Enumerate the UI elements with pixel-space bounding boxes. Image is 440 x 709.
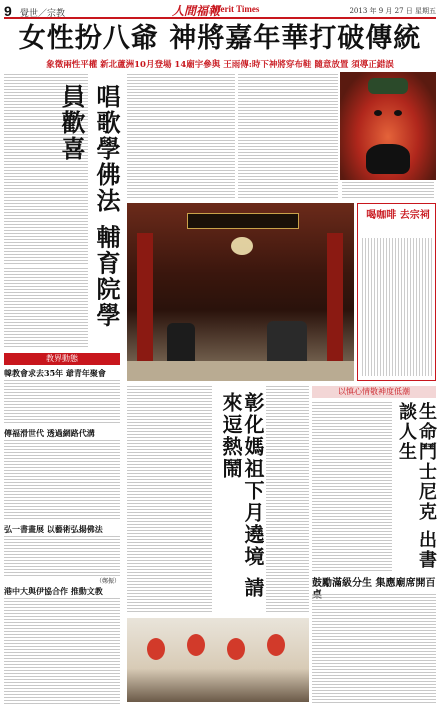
ancestral-hall-photo (127, 203, 354, 381)
section-name: 覺世／宗教 (20, 9, 66, 19)
article-text (4, 440, 120, 520)
article-text (238, 74, 338, 200)
education-item-headline: 弘一書畫展 以藝術弘揚佛法 (4, 524, 103, 534)
story-headline-singing: 唱歌學佛法 輔育院學員歡喜 (57, 84, 121, 329)
article-text (266, 386, 309, 614)
article-text (312, 402, 392, 572)
education-news-tag: 教界動態 (4, 353, 120, 365)
article-text (362, 238, 432, 376)
article-text (4, 598, 120, 704)
article-text (4, 268, 88, 348)
story-headline-mazu: 彰化媽祖下月遶境 請來逗熱鬧 (219, 392, 265, 599)
education-item-headline: 港中大與伊協合作 推動文教 (4, 586, 103, 596)
main-headline: 女性扮八爺 神將嘉年華打破傳統 (18, 23, 422, 54)
article-text (312, 594, 436, 704)
page-number: 9 (4, 3, 12, 19)
byline: （鄭振） (95, 578, 120, 585)
story-headline-life: 生命鬥士尼克 出書談人生 (396, 402, 437, 571)
caring-section-tag: 以慎心情敬神度低潮 (312, 386, 436, 398)
story-headline-coffee: 喝咖啡 去宗祠 (366, 210, 430, 221)
newspaper-logo-en: Merit Times (212, 4, 260, 14)
deity-mask-photo (340, 72, 436, 180)
story-headline-temple: 鼓勵滿級分生 集應廟席開百 (312, 578, 436, 589)
article-text (127, 386, 212, 614)
masthead (4, 3, 436, 19)
photo-caption (342, 182, 434, 198)
article-text (4, 380, 120, 424)
newspaper-logo: 人間福報 (172, 4, 221, 18)
article-text (127, 74, 235, 200)
issue-date: 2013 年 9 月 27 日 星期五 (349, 7, 436, 15)
education-item-headline: 傳福滑世代 透過網路代溝 (4, 428, 95, 438)
coffee-story (357, 203, 436, 381)
temple-lanterns-photo (127, 618, 309, 702)
article-text (4, 536, 120, 576)
education-item-headline: 韓教會求去35年 爺青年聚會 (4, 368, 106, 378)
sub-headline: 象徵兩性平權 新北蘆洲10月登場 14廟宇參與 王雨傳:時下神將穿布鞋 隨意放置 須導正錯誤 (46, 60, 394, 70)
